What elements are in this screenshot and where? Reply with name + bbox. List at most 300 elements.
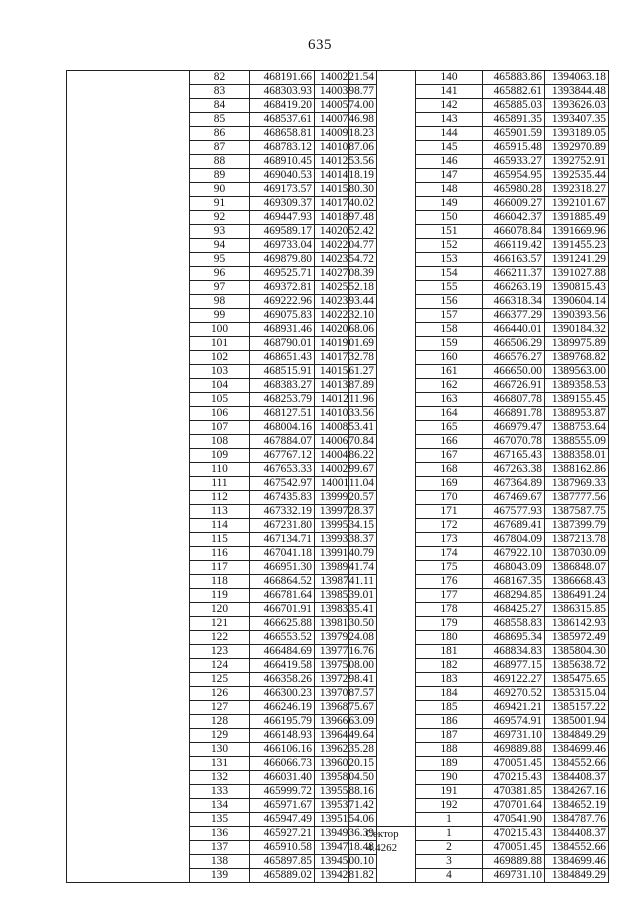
x-coordinate-cell: 465947.49 (250, 813, 315, 827)
y-coordinate-cell: 1393844.48 (545, 85, 609, 99)
x-coordinate-cell: 469372.81 (250, 281, 315, 295)
x-coordinate-cell: 469889.88 (483, 855, 545, 869)
y-coordinate-cell: 1400221.54 (315, 71, 377, 85)
y-coordinate-cell: 1402232.10 (315, 309, 377, 323)
y-coordinate-cell: 1400574.00 (315, 99, 377, 113)
x-coordinate-cell: 466864.52 (250, 575, 315, 589)
x-coordinate-cell: 466163.57 (483, 253, 545, 267)
y-coordinate-cell: 1384408.37 (545, 827, 609, 841)
x-coordinate-cell: 469731.10 (483, 729, 545, 743)
x-coordinate-cell: 468558.83 (483, 617, 545, 631)
y-coordinate-cell: 1384849.29 (545, 869, 609, 883)
y-coordinate-cell: 1397716.76 (315, 645, 377, 659)
point-number-cell: 104 (190, 379, 250, 393)
y-coordinate-cell: 1398941.74 (315, 561, 377, 575)
x-coordinate-cell: 466625.88 (250, 617, 315, 631)
point-number-cell: 176 (416, 575, 483, 589)
y-coordinate-cell: 1387213.78 (545, 533, 609, 547)
x-coordinate-cell: 469122.27 (483, 673, 545, 687)
y-coordinate-cell: 1388953.87 (545, 407, 609, 421)
x-coordinate-cell: 467542.97 (250, 477, 315, 491)
x-coordinate-cell: 468303.93 (250, 85, 315, 99)
point-number-cell: 88 (190, 155, 250, 169)
point-number-cell: 150 (416, 211, 483, 225)
y-coordinate-cell: 1396875.67 (315, 701, 377, 715)
point-number-cell: 158 (416, 323, 483, 337)
y-coordinate-cell: 1396235.28 (315, 743, 377, 757)
point-number-cell: 105 (190, 393, 250, 407)
x-coordinate-cell: 467767.12 (250, 449, 315, 463)
x-coordinate-cell: 469731.10 (483, 869, 545, 883)
y-coordinate-cell: 1397508.00 (315, 659, 377, 673)
y-coordinate-cell: 1385972.49 (545, 631, 609, 645)
point-number-cell: 138 (190, 855, 250, 869)
x-coordinate-cell: 467804.09 (483, 533, 545, 547)
x-coordinate-cell: 466078.84 (483, 225, 545, 239)
point-number-cell: 185 (416, 701, 483, 715)
x-coordinate-cell: 468515.91 (250, 365, 315, 379)
point-number-cell: 177 (416, 589, 483, 603)
y-coordinate-cell: 1402552.18 (315, 281, 377, 295)
point-number-cell: 86 (190, 127, 250, 141)
y-coordinate-cell: 1395804.50 (315, 771, 377, 785)
y-coordinate-cell: 1393407.35 (545, 113, 609, 127)
x-coordinate-cell: 467041.18 (250, 547, 315, 561)
x-coordinate-cell: 468658.81 (250, 127, 315, 141)
point-number-cell: 99 (190, 309, 250, 323)
x-coordinate-cell: 466701.91 (250, 603, 315, 617)
x-coordinate-cell: 469222.96 (250, 295, 315, 309)
point-number-cell: 84 (190, 99, 250, 113)
point-number-cell: 175 (416, 561, 483, 575)
y-coordinate-cell: 1392318.27 (545, 183, 609, 197)
y-coordinate-cell: 1400486.22 (315, 449, 377, 463)
y-coordinate-cell: 1400853.41 (315, 421, 377, 435)
x-coordinate-cell: 466031.40 (250, 771, 315, 785)
y-coordinate-cell: 1389358.53 (545, 379, 609, 393)
x-coordinate-cell: 470541.90 (483, 813, 545, 827)
point-number-cell: 82 (190, 71, 250, 85)
y-coordinate-cell: 1401087.06 (315, 141, 377, 155)
x-coordinate-cell: 466781.64 (250, 589, 315, 603)
y-coordinate-cell: 1397924.08 (315, 631, 377, 645)
point-number-cell: 164 (416, 407, 483, 421)
y-coordinate-cell: 1399534.15 (315, 519, 377, 533)
x-coordinate-cell: 468651.43 (250, 351, 315, 365)
x-coordinate-cell: 469173.57 (250, 183, 315, 197)
y-coordinate-cell: 1391027.88 (545, 267, 609, 281)
point-number-cell: 174 (416, 547, 483, 561)
y-coordinate-cell: 1386848.07 (545, 561, 609, 575)
y-coordinate-cell: 1398539.01 (315, 589, 377, 603)
point-number-cell: 134 (190, 799, 250, 813)
y-coordinate-cell: 1399920.57 (315, 491, 377, 505)
y-coordinate-cell: 1395371.42 (315, 799, 377, 813)
x-coordinate-cell: 470051.45 (483, 757, 545, 771)
x-coordinate-cell: 467263.38 (483, 463, 545, 477)
point-number-cell: 143 (416, 113, 483, 127)
point-number-cell: 1 (416, 827, 483, 841)
point-number-cell: 109 (190, 449, 250, 463)
x-coordinate-cell: 466419.58 (250, 659, 315, 673)
point-number-cell: 153 (416, 253, 483, 267)
x-coordinate-cell: 465954.95 (483, 169, 545, 183)
y-coordinate-cell: 1389155.45 (545, 393, 609, 407)
x-coordinate-cell: 466318.34 (483, 295, 545, 309)
y-coordinate-cell: 1401418.19 (315, 169, 377, 183)
x-coordinate-cell: 465882.61 (483, 85, 545, 99)
point-number-cell: 123 (190, 645, 250, 659)
x-coordinate-cell: 469447.93 (250, 211, 315, 225)
x-coordinate-cell: 468253.79 (250, 393, 315, 407)
x-coordinate-cell: 467922.10 (483, 547, 545, 561)
point-number-cell: 146 (416, 155, 483, 169)
point-number-cell: 101 (190, 337, 250, 351)
x-coordinate-cell: 470215.43 (483, 771, 545, 785)
y-coordinate-cell: 1384267.16 (545, 785, 609, 799)
x-coordinate-cell: 467653.33 (250, 463, 315, 477)
point-number-cell: 128 (190, 715, 250, 729)
x-coordinate-cell: 467577.93 (483, 505, 545, 519)
point-number-cell: 121 (190, 617, 250, 631)
x-coordinate-cell: 466650.00 (483, 365, 545, 379)
x-coordinate-cell: 469589.17 (250, 225, 315, 239)
y-coordinate-cell: 1402052.42 (315, 225, 377, 239)
table-row (349, 71, 609, 85)
y-coordinate-cell: 1384849.29 (545, 729, 609, 743)
y-coordinate-cell: 1400918.23 (315, 127, 377, 141)
point-number-cell: 132 (190, 771, 250, 785)
x-coordinate-cell: 470381.85 (483, 785, 545, 799)
y-coordinate-cell: 1392752.91 (545, 155, 609, 169)
x-coordinate-cell: 468834.83 (483, 645, 545, 659)
x-coordinate-cell: 466106.16 (250, 743, 315, 757)
y-coordinate-cell: 1401561.27 (315, 365, 377, 379)
point-number-cell: 85 (190, 113, 250, 127)
x-coordinate-cell: 467884.07 (250, 435, 315, 449)
x-coordinate-cell: 469879.80 (250, 253, 315, 267)
point-number-cell: 4 (416, 869, 483, 883)
x-coordinate-cell: 469075.83 (250, 309, 315, 323)
x-coordinate-cell: 466211.37 (483, 267, 545, 281)
x-coordinate-cell: 467134.71 (250, 533, 315, 547)
point-number-cell: 124 (190, 659, 250, 673)
x-coordinate-cell: 468931.46 (250, 323, 315, 337)
y-coordinate-cell: 1387969.33 (545, 477, 609, 491)
coordinates-table-left (66, 70, 377, 883)
y-coordinate-cell: 1390604.14 (545, 295, 609, 309)
y-coordinate-cell: 1399140.79 (315, 547, 377, 561)
point-number-cell: 170 (416, 491, 483, 505)
x-coordinate-cell: 470215.43 (483, 827, 545, 841)
point-number-cell: 188 (416, 743, 483, 757)
y-coordinate-cell: 1401253.56 (315, 155, 377, 169)
point-number-cell: 95 (190, 253, 250, 267)
x-coordinate-cell: 466440.01 (483, 323, 545, 337)
y-coordinate-cell: 1384408.37 (545, 771, 609, 785)
y-coordinate-cell: 1385804.30 (545, 645, 609, 659)
x-coordinate-cell: 469574.91 (483, 715, 545, 729)
x-coordinate-cell: 465889.02 (250, 869, 315, 883)
x-coordinate-cell: 467435.83 (250, 491, 315, 505)
point-number-cell: 131 (190, 757, 250, 771)
y-coordinate-cell: 1393626.03 (545, 99, 609, 113)
y-coordinate-cell: 1388162.86 (545, 463, 609, 477)
x-coordinate-cell: 466553.52 (250, 631, 315, 645)
x-coordinate-cell: 468294.85 (483, 589, 545, 603)
coordinates-table-right (348, 70, 609, 883)
point-number-cell: 122 (190, 631, 250, 645)
point-number-cell: 172 (416, 519, 483, 533)
point-number-cell: 157 (416, 309, 483, 323)
point-number-cell: 166 (416, 435, 483, 449)
point-number-cell: 130 (190, 743, 250, 757)
y-coordinate-cell: 1402708.39 (315, 267, 377, 281)
y-coordinate-cell: 1398741.11 (315, 575, 377, 589)
x-coordinate-cell: 468383.27 (250, 379, 315, 393)
y-coordinate-cell: 1384699.46 (545, 855, 609, 869)
x-coordinate-cell: 468419.20 (250, 99, 315, 113)
y-coordinate-cell: 1402354.72 (315, 253, 377, 267)
y-coordinate-cell: 1396663.09 (315, 715, 377, 729)
point-number-cell: 159 (416, 337, 483, 351)
x-coordinate-cell: 466148.93 (250, 729, 315, 743)
y-coordinate-cell: 1386315.85 (545, 603, 609, 617)
y-coordinate-cell: 1401740.02 (315, 197, 377, 211)
x-coordinate-cell: 470701.64 (483, 799, 545, 813)
point-number-cell: 145 (416, 141, 483, 155)
x-coordinate-cell: 469040.53 (250, 169, 315, 183)
point-number-cell: 136 (190, 827, 250, 841)
point-number-cell: 141 (416, 85, 483, 99)
y-coordinate-cell: 1400670.84 (315, 435, 377, 449)
x-coordinate-cell: 466484.69 (250, 645, 315, 659)
y-coordinate-cell: 1384699.46 (545, 743, 609, 757)
point-number-cell: 183 (416, 673, 483, 687)
x-coordinate-cell: 466358.26 (250, 673, 315, 687)
point-number-cell: 113 (190, 505, 250, 519)
point-number-cell: 108 (190, 435, 250, 449)
y-coordinate-cell: 1401211.96 (315, 393, 377, 407)
point-number-cell: 165 (416, 421, 483, 435)
x-coordinate-cell: 469889.88 (483, 743, 545, 757)
point-number-cell: 173 (416, 533, 483, 547)
point-number-cell: 3 (416, 855, 483, 869)
point-number-cell: 102 (190, 351, 250, 365)
x-coordinate-cell: 467689.41 (483, 519, 545, 533)
x-coordinate-cell: 468043.09 (483, 561, 545, 575)
y-coordinate-cell: 1395588.16 (315, 785, 377, 799)
x-coordinate-cell: 467332.19 (250, 505, 315, 519)
point-number-cell: 171 (416, 505, 483, 519)
point-number-cell: 140 (416, 71, 483, 85)
y-coordinate-cell: 1385315.04 (545, 687, 609, 701)
point-number-cell: 83 (190, 85, 250, 99)
x-coordinate-cell: 468167.35 (483, 575, 545, 589)
y-coordinate-cell: 1400746.98 (315, 113, 377, 127)
point-number-cell: 117 (190, 561, 250, 575)
y-coordinate-cell: 1385001.94 (545, 715, 609, 729)
point-number-cell: 135 (190, 813, 250, 827)
x-coordinate-cell: 465897.85 (250, 855, 315, 869)
y-coordinate-cell: 1384787.76 (545, 813, 609, 827)
y-coordinate-cell: 1389563.00 (545, 365, 609, 379)
point-number-cell: 87 (190, 141, 250, 155)
y-coordinate-cell: 1394718.48 (315, 841, 377, 855)
point-number-cell: 161 (416, 365, 483, 379)
point-number-cell: 98 (190, 295, 250, 309)
y-coordinate-cell: 1387777.56 (545, 491, 609, 505)
point-number-cell: 112 (190, 491, 250, 505)
point-number-cell: 118 (190, 575, 250, 589)
y-coordinate-cell: 1387399.79 (545, 519, 609, 533)
y-coordinate-cell: 1384552.66 (545, 757, 609, 771)
y-coordinate-cell: 1401897.48 (315, 211, 377, 225)
point-number-cell: 103 (190, 365, 250, 379)
x-coordinate-cell: 468977.15 (483, 659, 545, 673)
x-coordinate-cell: 466009.27 (483, 197, 545, 211)
sector-cell (67, 71, 190, 883)
x-coordinate-cell: 466042.37 (483, 211, 545, 225)
point-number-cell: 184 (416, 687, 483, 701)
y-coordinate-cell: 1385157.22 (545, 701, 609, 715)
point-number-cell: 97 (190, 281, 250, 295)
y-coordinate-cell: 1401387.89 (315, 379, 377, 393)
point-number-cell: 181 (416, 645, 483, 659)
x-coordinate-cell: 469525.71 (250, 267, 315, 281)
x-coordinate-cell: 469270.52 (483, 687, 545, 701)
x-coordinate-cell: 466377.29 (483, 309, 545, 323)
point-number-cell: 91 (190, 197, 250, 211)
point-number-cell: 156 (416, 295, 483, 309)
y-coordinate-cell: 1390393.56 (545, 309, 609, 323)
point-number-cell: 137 (190, 841, 250, 855)
y-coordinate-cell: 1389768.82 (545, 351, 609, 365)
y-coordinate-cell: 1393189.05 (545, 127, 609, 141)
x-coordinate-cell: 465980.28 (483, 183, 545, 197)
y-coordinate-cell: 1402393.44 (315, 295, 377, 309)
x-coordinate-cell: 466246.19 (250, 701, 315, 715)
point-number-cell: 120 (190, 603, 250, 617)
x-coordinate-cell: 469309.37 (250, 197, 315, 211)
y-coordinate-cell: 1392535.44 (545, 169, 609, 183)
point-number-cell: 1 (416, 813, 483, 827)
point-number-cell: 192 (416, 799, 483, 813)
point-number-cell: 89 (190, 169, 250, 183)
point-number-cell: 190 (416, 771, 483, 785)
point-number-cell: 168 (416, 463, 483, 477)
table-row (67, 71, 377, 85)
x-coordinate-cell: 466576.27 (483, 351, 545, 365)
point-number-cell: 152 (416, 239, 483, 253)
point-number-cell: 189 (416, 757, 483, 771)
point-number-cell: 155 (416, 281, 483, 295)
y-coordinate-cell: 1392101.67 (545, 197, 609, 211)
y-coordinate-cell: 1386142.93 (545, 617, 609, 631)
point-number-cell: 191 (416, 785, 483, 799)
point-number-cell: 169 (416, 477, 483, 491)
y-coordinate-cell: 1387587.75 (545, 505, 609, 519)
y-coordinate-cell: 1388753.64 (545, 421, 609, 435)
point-number-cell: 187 (416, 729, 483, 743)
y-coordinate-cell: 1401732.78 (315, 351, 377, 365)
point-number-cell: 119 (190, 589, 250, 603)
point-number-cell: 92 (190, 211, 250, 225)
point-number-cell: 178 (416, 603, 483, 617)
point-number-cell: 163 (416, 393, 483, 407)
point-number-cell: 116 (190, 547, 250, 561)
sector-cell (349, 71, 416, 827)
y-coordinate-cell: 1399728.37 (315, 505, 377, 519)
x-coordinate-cell: 468425.27 (483, 603, 545, 617)
point-number-cell: 2 (416, 841, 483, 855)
y-coordinate-cell: 1384552.66 (545, 841, 609, 855)
point-number-cell: 106 (190, 407, 250, 421)
x-coordinate-cell: 465891.35 (483, 113, 545, 127)
x-coordinate-cell: 466263.19 (483, 281, 545, 295)
point-number-cell: 93 (190, 225, 250, 239)
point-number-cell: 127 (190, 701, 250, 715)
y-coordinate-cell: 1384652.19 (545, 799, 609, 813)
x-coordinate-cell: 467165.43 (483, 449, 545, 463)
y-coordinate-cell: 1385638.72 (545, 659, 609, 673)
point-number-cell: 154 (416, 267, 483, 281)
sector-code: 4.4262 (366, 842, 398, 854)
x-coordinate-cell: 467231.80 (250, 519, 315, 533)
x-coordinate-cell: 468127.51 (250, 407, 315, 421)
y-coordinate-cell: 1398130.50 (315, 617, 377, 631)
y-coordinate-cell: 1400111.04 (315, 477, 377, 491)
y-coordinate-cell: 1394500.10 (315, 855, 377, 869)
point-number-cell: 149 (416, 197, 483, 211)
x-coordinate-cell: 468695.34 (483, 631, 545, 645)
table-row (349, 827, 609, 841)
x-coordinate-cell: 465885.03 (483, 99, 545, 113)
y-coordinate-cell: 1391885.49 (545, 211, 609, 225)
y-coordinate-cell: 1394936.39 (315, 827, 377, 841)
y-coordinate-cell: 1395154.06 (315, 813, 377, 827)
x-coordinate-cell: 466300.23 (250, 687, 315, 701)
x-coordinate-cell: 465901.59 (483, 127, 545, 141)
point-number-cell: 96 (190, 267, 250, 281)
x-coordinate-cell: 465910.58 (250, 841, 315, 855)
x-coordinate-cell: 469733.04 (250, 239, 315, 253)
x-coordinate-cell: 469421.21 (483, 701, 545, 715)
y-coordinate-cell: 1396449.64 (315, 729, 377, 743)
point-number-cell: 162 (416, 379, 483, 393)
sector-label-cell (349, 827, 416, 883)
x-coordinate-cell: 467070.78 (483, 435, 545, 449)
y-coordinate-cell: 1398335.41 (315, 603, 377, 617)
y-coordinate-cell: 1388358.01 (545, 449, 609, 463)
point-number-cell: 167 (416, 449, 483, 463)
y-coordinate-cell: 1388555.09 (545, 435, 609, 449)
point-number-cell: 114 (190, 519, 250, 533)
sector-label: Сектор (365, 828, 399, 840)
point-number-cell: 94 (190, 239, 250, 253)
point-number-cell: 90 (190, 183, 250, 197)
point-number-cell: 148 (416, 183, 483, 197)
y-coordinate-cell: 1385475.65 (545, 673, 609, 687)
x-coordinate-cell: 465999.72 (250, 785, 315, 799)
point-number-cell: 144 (416, 127, 483, 141)
point-number-cell: 126 (190, 687, 250, 701)
point-number-cell: 179 (416, 617, 483, 631)
y-coordinate-cell: 1386668.43 (545, 575, 609, 589)
x-coordinate-cell: 470051.45 (483, 841, 545, 855)
point-number-cell: 180 (416, 631, 483, 645)
y-coordinate-cell: 1397298.41 (315, 673, 377, 687)
